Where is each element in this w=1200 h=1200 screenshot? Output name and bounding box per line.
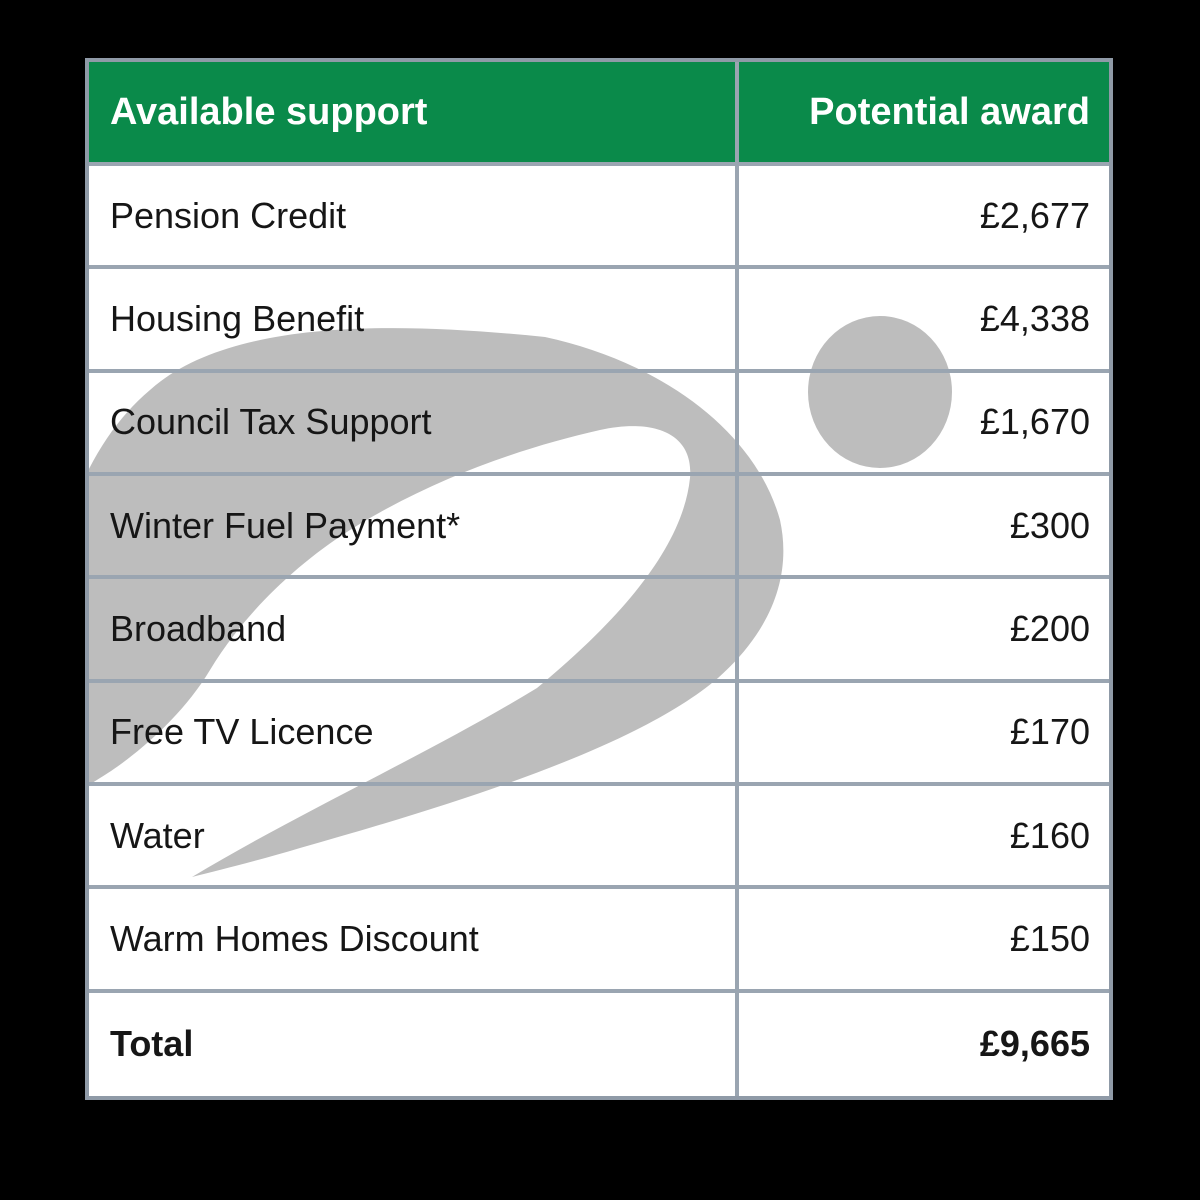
row-amount: £160 — [735, 786, 1109, 885]
row-label: Pension Credit — [110, 194, 347, 236]
row-label: Housing Benefit — [110, 297, 365, 339]
row-label: Water — [110, 814, 205, 856]
row-amount: £1,670 — [735, 373, 1109, 472]
table-row — [89, 889, 1109, 992]
row-label: Warm Homes Discount — [110, 917, 479, 959]
row-label: Broadband — [110, 607, 287, 649]
row-label: Council Tax Support — [110, 401, 432, 443]
row-amount: £4,338 — [735, 269, 1109, 368]
row-amount: £300 — [735, 476, 1109, 575]
row-label: Free TV Licence — [110, 711, 374, 753]
table-grid — [89, 62, 1109, 1096]
table-row — [89, 166, 1109, 269]
table-row — [89, 786, 1109, 889]
row-amount: £150 — [735, 889, 1109, 988]
table-row — [89, 683, 1109, 786]
row-label: Winter Fuel Payment* — [110, 504, 461, 546]
row-amount: £170 — [735, 683, 1109, 782]
row-amount: £200 — [735, 579, 1109, 678]
total-amount: £9,665 — [735, 993, 1109, 1096]
benefits-table — [85, 58, 1113, 1100]
table-header-row — [89, 62, 1109, 166]
row-amount: £2,677 — [735, 166, 1109, 265]
table-row — [89, 373, 1109, 476]
table-total-row — [89, 993, 1109, 1096]
total-label: Total — [110, 1023, 194, 1065]
table-row — [89, 579, 1109, 682]
table-row — [89, 269, 1109, 372]
header-available-support: Available support — [110, 90, 428, 133]
table-row — [89, 476, 1109, 579]
header-potential-award: Potential award — [735, 62, 1109, 162]
